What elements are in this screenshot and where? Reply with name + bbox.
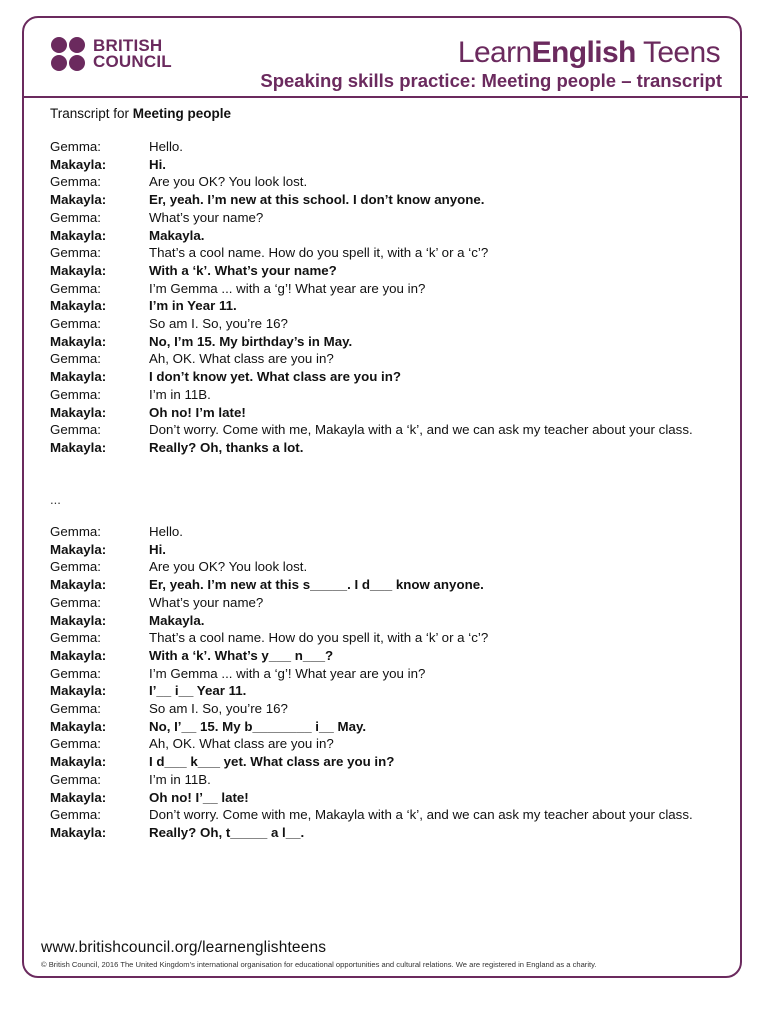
- dialogue-line: [50, 806, 710, 824]
- speaker-label: Makayla:: [50, 683, 107, 699]
- dialogue-line: [50, 280, 710, 298]
- utterance-text: Hi.: [149, 541, 166, 557]
- speaker-label: Gemma:: [50, 386, 101, 402]
- utterance-text: Hello.: [149, 524, 183, 539]
- dialogue-line: [50, 576, 710, 594]
- speaker-label: Gemma:: [50, 280, 101, 296]
- dialogue-line: [50, 647, 710, 665]
- speaker-label: Gemma:: [50, 524, 101, 539]
- utterance-text: I’m Gemma ... with a ‘g’! What year are you in?: [149, 280, 426, 296]
- speaker-label: Gemma:: [50, 422, 101, 438]
- speaker-label: Makayla:: [50, 647, 107, 663]
- utterance-text: Really? Oh, t_____ a l__.: [149, 824, 305, 840]
- transcript-intro: Transcript for Meeting people: [50, 106, 232, 121]
- dialogue-line: [50, 421, 710, 439]
- speaker-label: Makayla:: [50, 227, 107, 243]
- dialogue-line: [50, 594, 710, 612]
- speaker-label: Makayla:: [50, 577, 107, 593]
- dialogue-line: [50, 612, 710, 630]
- utterance-text: No, I’m 15. My birthday’s in May.: [149, 333, 353, 349]
- utterance-text: That’s a cool name. How do you spell it, with a ‘k’ or a ‘c’?: [149, 630, 489, 646]
- speaker-label: Gemma:: [50, 771, 101, 787]
- british-council-logo: [51, 37, 181, 73]
- footer-url: www.britishcouncil.org/learnenglishteens: [41, 939, 327, 956]
- dialogue-line: [50, 439, 710, 457]
- dialogue-line: [50, 700, 710, 718]
- speaker-label: Gemma:: [50, 174, 101, 190]
- dialogue-line: [50, 191, 710, 209]
- dialogue-line: [50, 629, 710, 647]
- speaker-label: Gemma:: [50, 665, 101, 681]
- dialogue-line: [50, 315, 710, 333]
- speaker-label: Makayla:: [50, 369, 107, 385]
- dialogue-line: [50, 682, 710, 700]
- utterance-text: Ah, OK. What class are you in?: [149, 736, 334, 752]
- dialogue-line: [50, 350, 710, 368]
- speaker-label: Gemma:: [50, 559, 101, 575]
- page-title: Speaking skills practice: Meeting people – transcript: [260, 70, 722, 91]
- utterance-text: Makayla.: [149, 612, 205, 628]
- utterance-text: Er, yeah. I’m new at this s_____. I d___ know anyone.: [149, 577, 484, 593]
- utterance-text: What’s your name?: [149, 594, 264, 610]
- utterance-text: Er, yeah. I’m new at this school. I don’t know anyone.: [149, 192, 485, 208]
- transcript-section: [50, 138, 710, 457]
- speaker-label: Makayla:: [50, 404, 107, 420]
- dialogue-line: [50, 558, 710, 576]
- utterance-text: Are you OK? You look lost.: [149, 174, 308, 190]
- speaker-label: Makayla:: [50, 192, 107, 208]
- header-divider: [24, 96, 748, 98]
- speaker-label: Gemma:: [50, 316, 101, 332]
- learnenglish-teens-logo: LearnEnglish Teens: [457, 36, 720, 69]
- dialogue-line: [50, 297, 710, 315]
- utterance-text: I’m in 11B.: [149, 771, 211, 787]
- utterance-text: Don’t worry. Come with me, Makayla with a ‘k’, and we can ask my teacher about your class.: [149, 422, 693, 438]
- utterance-text: What’s your name?: [149, 209, 264, 225]
- dialogue-line: [50, 404, 710, 422]
- dialogue-line: [50, 718, 710, 736]
- speaker-label: Gemma:: [50, 245, 101, 261]
- dialogue-line: [50, 333, 710, 351]
- utterance-text: So am I. So, you’re 16?: [149, 701, 288, 717]
- speaker-label: Makayla:: [50, 754, 107, 770]
- speaker-label: Makayla:: [50, 541, 107, 557]
- speaker-label: Gemma:: [50, 630, 101, 646]
- utterance-text: I’__ i__ Year 11.: [149, 683, 247, 699]
- speaker-label: Gemma:: [50, 209, 101, 225]
- utterance-text: Hi.: [149, 156, 166, 172]
- utterance-text: I d___ k___ yet. What class are you in?: [149, 754, 395, 770]
- speaker-label: Gemma:: [50, 594, 101, 610]
- dialogue-line: [50, 262, 710, 280]
- dialogue-line: [50, 789, 710, 807]
- footer-legal: © British Council, 2016 The United Kingdom’s international organisation for educational opportunities and cultural relations. We are registered in England as a charity.: [41, 960, 597, 969]
- utterance-text: Ah, OK. What class are you in?: [149, 351, 334, 367]
- utterance-text: I’m in 11B.: [149, 386, 211, 402]
- utterance-text: Oh no! I’__ late!: [149, 789, 249, 805]
- dialogue-line: [50, 156, 710, 174]
- speaker-label: Makayla:: [50, 612, 107, 628]
- gapfill-section: [50, 523, 710, 842]
- speaker-label: Makayla:: [50, 439, 107, 455]
- dialogue-line: [50, 209, 710, 227]
- dialogue-line: [50, 541, 710, 559]
- utterance-text: No, I’__ 15. My b________ i__ May.: [149, 718, 367, 734]
- british-council-wordmark: BRITISH COUNCIL: [93, 36, 172, 71]
- speaker-label: Makayla:: [50, 262, 107, 278]
- speaker-label: Makayla:: [50, 824, 107, 840]
- dialogue-line: [50, 244, 710, 262]
- section-separator: ...: [50, 492, 61, 507]
- british-council-dots-icon: [51, 37, 87, 73]
- speaker-label: Makayla:: [50, 789, 107, 805]
- utterance-text: Don’t worry. Come with me, Makayla with a ‘k’, and we can ask my teacher about your class.: [149, 807, 693, 823]
- dialogue-line: [50, 227, 710, 245]
- speaker-label: Makayla:: [50, 156, 107, 172]
- speaker-label: Gemma:: [50, 139, 101, 154]
- utterance-text: I’m in Year 11.: [149, 298, 237, 314]
- speaker-label: Makayla:: [50, 298, 107, 314]
- utterance-text: That’s a cool name. How do you spell it, with a ‘k’ or a ‘c’?: [149, 245, 489, 261]
- speaker-label: Makayla:: [50, 333, 107, 349]
- utterance-text: Really? Oh, thanks a lot.: [149, 439, 304, 455]
- utterance-text: With a ‘k’. What’s y___ n___?: [149, 647, 334, 663]
- speaker-label: Gemma:: [50, 701, 101, 717]
- dialogue-line: [50, 753, 710, 771]
- speaker-label: Gemma:: [50, 351, 101, 367]
- dialogue-line: [50, 138, 710, 156]
- dialogue-line: [50, 523, 710, 541]
- dialogue-line: [50, 173, 710, 191]
- speaker-label: Gemma:: [50, 736, 101, 752]
- dialogue-line: [50, 386, 710, 404]
- utterance-text: Hello.: [149, 139, 183, 154]
- utterance-text: I’m Gemma ... with a ‘g’! What year are you in?: [149, 665, 426, 681]
- utterance-text: Makayla.: [149, 227, 205, 243]
- dialogue-line: [50, 665, 710, 683]
- speaker-label: Gemma:: [50, 807, 101, 823]
- utterance-text: I don’t know yet. What class are you in?: [149, 369, 401, 385]
- dialogue-line: [50, 368, 710, 386]
- utterance-text: Oh no! I’m late!: [149, 404, 246, 420]
- dialogue-line: [50, 824, 710, 842]
- dialogue-line: [50, 771, 710, 789]
- speaker-label: Makayla:: [50, 718, 107, 734]
- dialogue-line: [50, 735, 710, 753]
- utterance-text: With a ‘k’. What’s your name?: [149, 262, 337, 278]
- utterance-text: So am I. So, you’re 16?: [149, 316, 288, 332]
- utterance-text: Are you OK? You look lost.: [149, 559, 308, 575]
